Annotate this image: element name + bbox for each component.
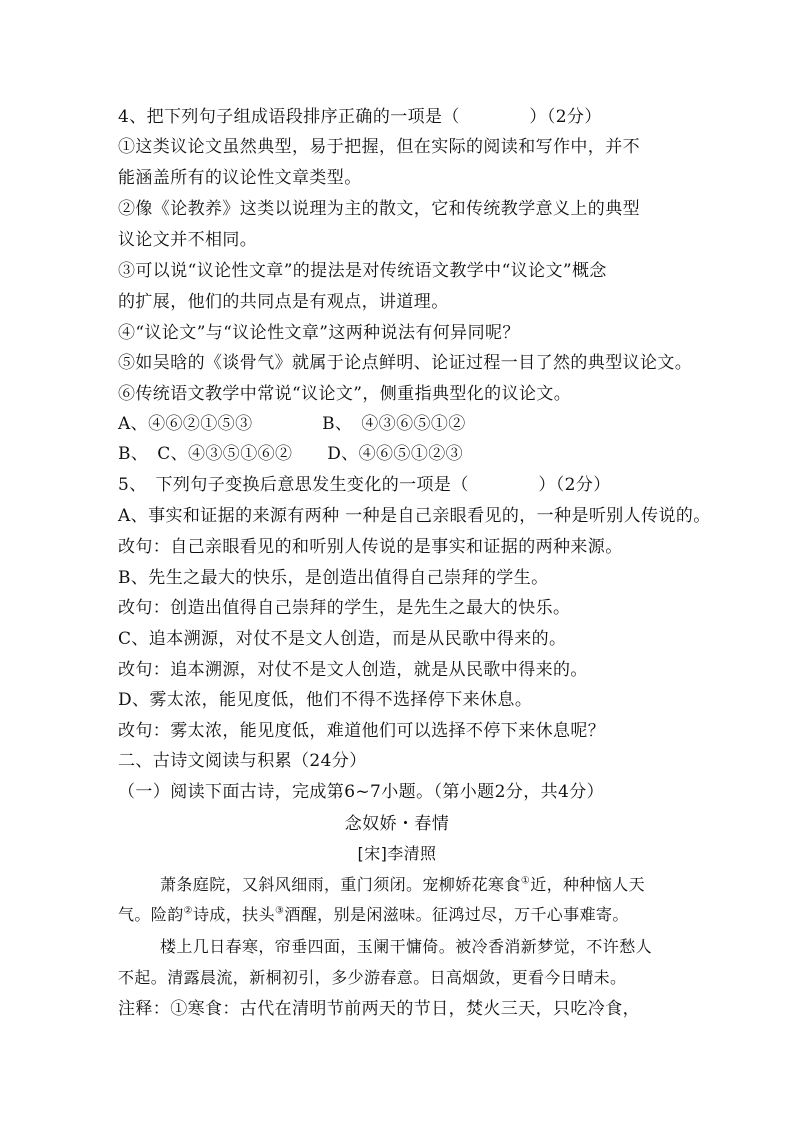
q4-sentence-4: ④“议论文”与“议论性文章”这两种说法有何异同呢？ [118, 323, 520, 343]
q4-sentence-5: ⑤如吴晗的《谈骨气》就属于论点鲜明、论证过程一目了然的典型议论文。 [118, 353, 693, 373]
q4-options-cd: B、 C、④③⑤①⑥② D、④⑥⑤①②③ [118, 444, 464, 464]
q5-option-c-revised: 改句：追本溯源，对仗不是文人创造，就是从民歌中得来的。 [118, 660, 588, 680]
footnote-marker-2: ② [183, 905, 193, 917]
q5-option-a-revised: 改句：自己亲眼看见的和听别人传说的是事实和证据的两种来源。 [118, 537, 623, 557]
poem-line-2: 气。险韵②诗成，扶头③酒醒，别是闲滋味。征鸿过尽，万千心事难寄。 [118, 905, 629, 924]
section-2-subheading: （一）阅读下面古诗，完成第6~7小题。（第小题2分，共4分） [118, 782, 605, 802]
q5-option-c: C、追本溯源，对仗不是文人创造，而是从民歌中得来的。 [118, 629, 567, 649]
q4-sentence-2b: 议论文并不相同。 [118, 230, 258, 250]
q4-sentence-1a: ①这类议论文虽然典型，易于把握，但在实际的阅读和写作中，并不 [118, 137, 640, 157]
poem-line-3: 楼上几日春寒，帘垂四面，玉阑干慵倚。被冷香消新梦觉，不许愁人 [160, 937, 653, 956]
poem-line-4: 不起。清露晨流，新桐初引，多少游春意。日高烟敛，更看今日晴未。 [118, 968, 627, 987]
poem-title: 念奴娇・春情 [344, 814, 450, 834]
poem-line-1: 萧条庭院，又斜风细雨，重门须闭。宠柳娇花寒食①近，种种恼人天 [160, 875, 645, 894]
footnote-marker-1: ① [520, 875, 531, 887]
poem-author: [宋]李清照 [357, 844, 437, 863]
q4-sentence-1b: 能涵盖所有的议论性文章类型。 [118, 168, 362, 188]
section-2-heading: 二、古诗文阅读与积累（24分） [118, 751, 367, 771]
q4-sentence-6: ⑥传统语文教学中常说“议论文”，侧重指典型化的议论文。 [118, 384, 572, 404]
footnote-text: 注释：①寒食：古代在清明节前两天的节日，焚火三天，只吃冷食， [118, 999, 640, 1019]
q5-option-b: B、先生之最大的快乐，是创造出值得自己崇拜的学生。 [118, 568, 549, 588]
footnote-marker-3: ③ [275, 905, 285, 917]
q5-option-a: A、事实和证据的来源有两种 一种是自己亲眼看见的，一种是听别人传说的。 [118, 506, 711, 526]
q5-stem: 5、 下列句子变换后意思发生变化的一项是（ ）（2分） [118, 475, 611, 495]
q4-sentence-3a: ③可以说“议论性文章”的提法是对传统语文教学中“议论文”概念 [118, 261, 607, 281]
q5-option-d-revised: 改句：雾太浓，能见度低，难道他们可以选择不停下来休息呢？ [118, 721, 606, 741]
q5-option-b-revised: 改句：创造出值得自己崇拜的学生，是先生之最大的快乐。 [118, 598, 571, 618]
q4-sentence-2a: ②像《论教养》这类以说理为主的散文，它和传统教学意义上的典型 [118, 199, 640, 219]
q4-stem: 4、把下列句子组成语段排序正确的一项是（ ）（2分） [118, 107, 602, 127]
q5-option-d: D、雾太浓，能见度低，他们不得不选择停下来休息。 [118, 690, 533, 710]
q4-sentence-3b: 的扩展，他们的共同点是有观点，讲道理。 [118, 292, 449, 312]
q4-options-ab: A、④⑥②①⑤③ B、 ④③⑥⑤①② [118, 414, 466, 434]
